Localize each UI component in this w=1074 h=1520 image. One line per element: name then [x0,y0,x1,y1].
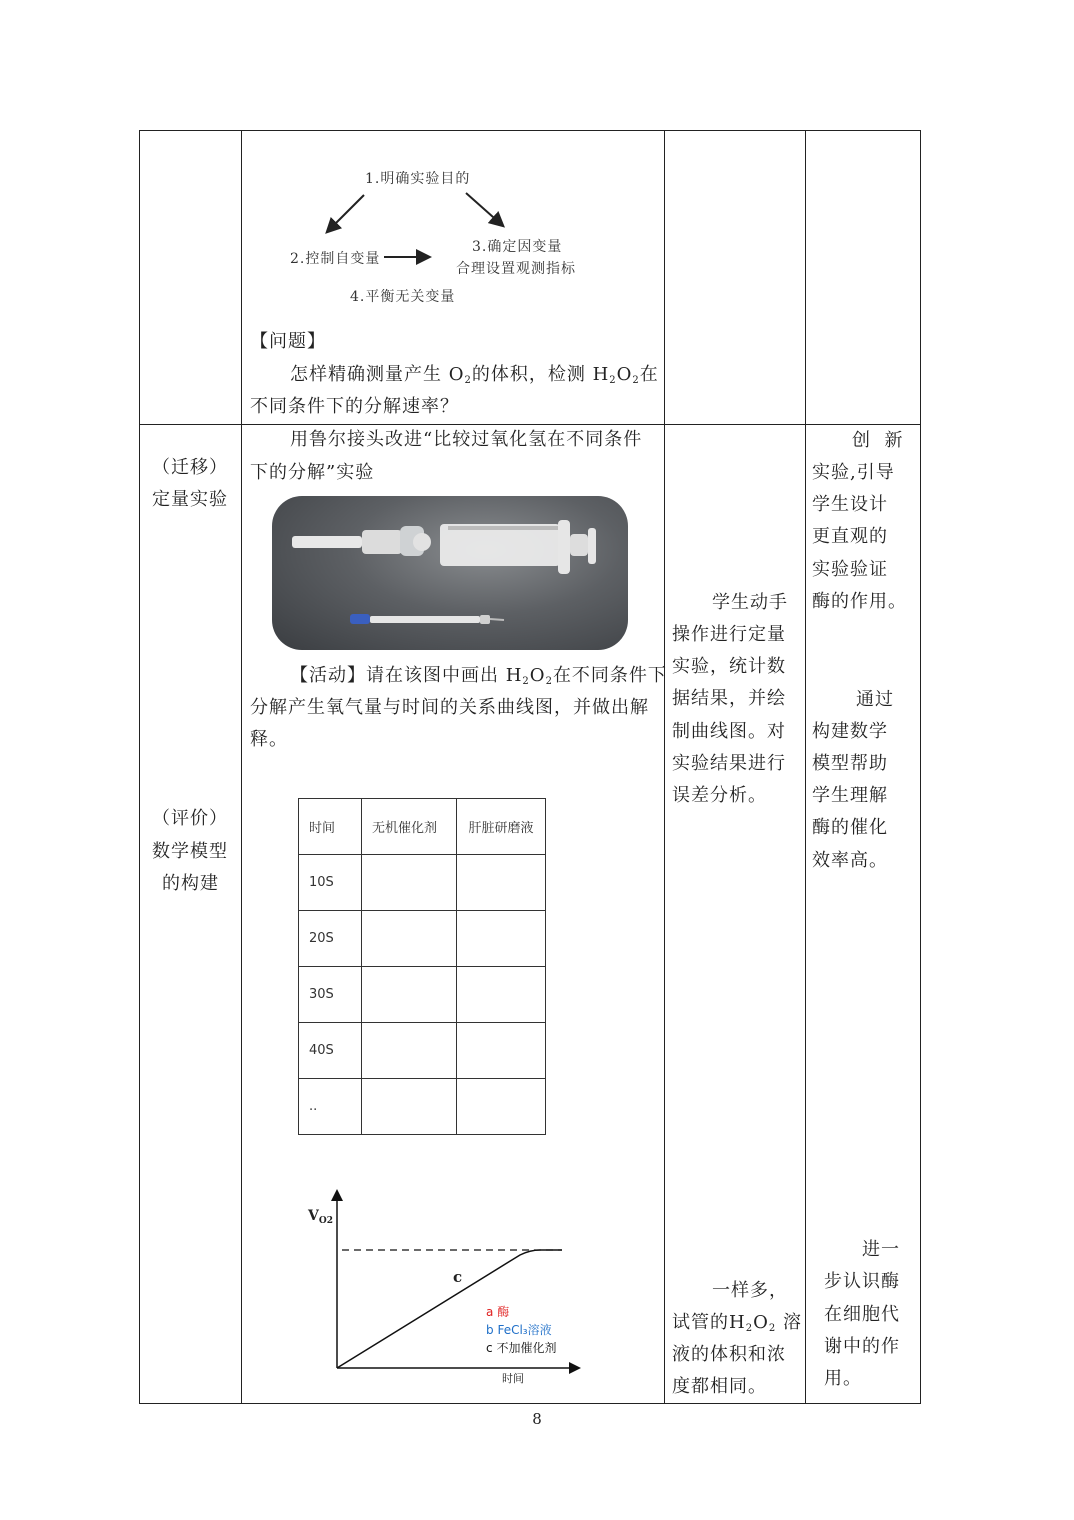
legend-c: c 不加催化剂 [486,1341,557,1355]
row-liver-cell [457,855,546,911]
stage-math-model: 数学模型 [152,841,228,862]
column-divider-1 [241,130,242,1404]
row-liver-cell [457,967,546,1023]
arrow-to-node-3 [466,193,502,225]
header-time: 时间 [299,799,362,855]
row-inorganic-cell [362,967,457,1023]
design2-line-6: 效率高。 [812,850,888,871]
diagram-node-2: 2.控制自变量 [290,251,381,267]
student2-line-4: 度都相同。 [672,1376,767,1397]
student2-line-3: 液的体积和浓 [672,1344,786,1365]
diagram-node-1: 1.明确实验目的 [365,171,471,187]
row-inorganic-cell [362,855,457,911]
question-line-1: 怎样精确测量产生 $O_2$的体积，检测 $H_2O_2$在 [290,364,659,386]
table-left-border [139,130,140,1404]
student-line-2: 操作进行定量 [672,624,786,645]
row-time-cell: 10S [299,855,362,911]
activity-line-2: 分解产生氧气量与时间的关系曲线图，并做出解 [250,697,649,718]
header-liver-extract: 肝脏研磨液 [457,799,546,855]
diagram-node-4: 4.平衡无关变量 [350,289,456,305]
table-bottom-border [139,1403,921,1404]
table-row [299,1023,546,1079]
student-line-1: 学生动手 [712,592,788,613]
header-inorganic-catalyst: 无机催化剂 [362,799,457,855]
stage-migration: （迁移） [152,457,228,478]
diagram-node-3a: 3.确定因变量 [472,239,563,255]
row-time-cell: 30S [299,967,362,1023]
legend-b: b FeCl₃溶液 [486,1323,552,1337]
design2-line-3: 模型帮助 [812,753,888,774]
table-row [299,855,546,911]
design2-line-5: 酶的催化 [812,817,888,838]
design1-line-4: 更直观的 [812,526,888,547]
arrow-to-node-2 [328,195,364,231]
question-line-2: 不同条件下的分解速率？ [250,396,459,417]
table-right-border [920,130,921,1404]
chart-y-label: $V_{O2}$ [308,1208,333,1226]
design1-line-2: 实验,引导 [812,462,895,483]
design3-line-3: 在细胞代 [824,1304,900,1325]
column-divider-3 [805,130,806,1404]
column-divider-2 [664,130,665,1404]
design2-line-4: 学生理解 [812,785,888,806]
row-liver-cell [457,911,546,967]
activity-line-1: 【活动】请在该图中画出 $H_2O_2$在不同条件下 [290,665,667,687]
student-line-3: 实验，统计数 [672,656,786,677]
diagram-node-3b: 合理设置观测指标 [456,261,576,277]
design3-line-4: 谢中的作 [824,1336,900,1357]
student-line-5: 制曲线图。对 [672,721,786,742]
student2-line-2: 试管的$H_2O_2$ 溶 [672,1312,802,1334]
design2-line-2: 构建数学 [812,721,888,742]
design3-line-5: 用。 [824,1368,862,1389]
row-liver-cell [457,1079,546,1135]
row-inorganic-cell [362,911,457,967]
design2-line-1: 通过 [856,689,894,710]
syringe-illustration [272,496,628,650]
design3-line-2: 步认识酶 [824,1271,900,1292]
table-top-border [139,130,921,131]
data-recording-table [298,798,546,1135]
intro-line-2: 下的分解”实验 [250,462,375,483]
table-header-row [299,799,546,855]
diagram-arrows [320,185,520,275]
question-label: 【问题】 [250,331,326,352]
design3-line-1: 进一 [862,1239,900,1260]
student-line-4: 据结果，并绘 [672,688,786,709]
chart-x-label: 时间 [502,1372,524,1385]
stage-construction: 的构建 [162,873,219,894]
design1-line-3: 学生设计 [812,494,888,515]
table-row [299,967,546,1023]
syringe-photo [272,496,628,650]
table-row [299,1079,546,1135]
design1-line-6: 酶的作用。 [812,591,907,612]
table-row [299,911,546,967]
student2-line-1: 一样多， [712,1280,788,1301]
student-line-6: 实验结果进行 [672,753,786,774]
stage-evaluation: （评价） [152,808,228,829]
activity-line-3: 释。 [250,729,288,750]
row-time-cell: .. [299,1079,362,1135]
row-time-cell: 40S [299,1023,362,1079]
row-inorganic-cell [362,1023,457,1079]
design1-line-5: 实验验证 [812,559,888,580]
row-inorganic-cell [362,1079,457,1135]
legend-a: a 酶 [486,1305,510,1319]
student-line-7: 误差分析。 [672,785,767,806]
intro-line-1: 用鲁尔接头改进“比较过氧化氢在不同条件 [290,429,643,450]
row-time-cell: 20S [299,911,362,967]
row-liver-cell [457,1023,546,1079]
page-number: 8 [532,1410,542,1428]
stage-quantitative: 定量实验 [152,489,228,510]
design1-line-1: 创 新 [852,430,904,451]
curve-c-label: c [453,1268,463,1286]
